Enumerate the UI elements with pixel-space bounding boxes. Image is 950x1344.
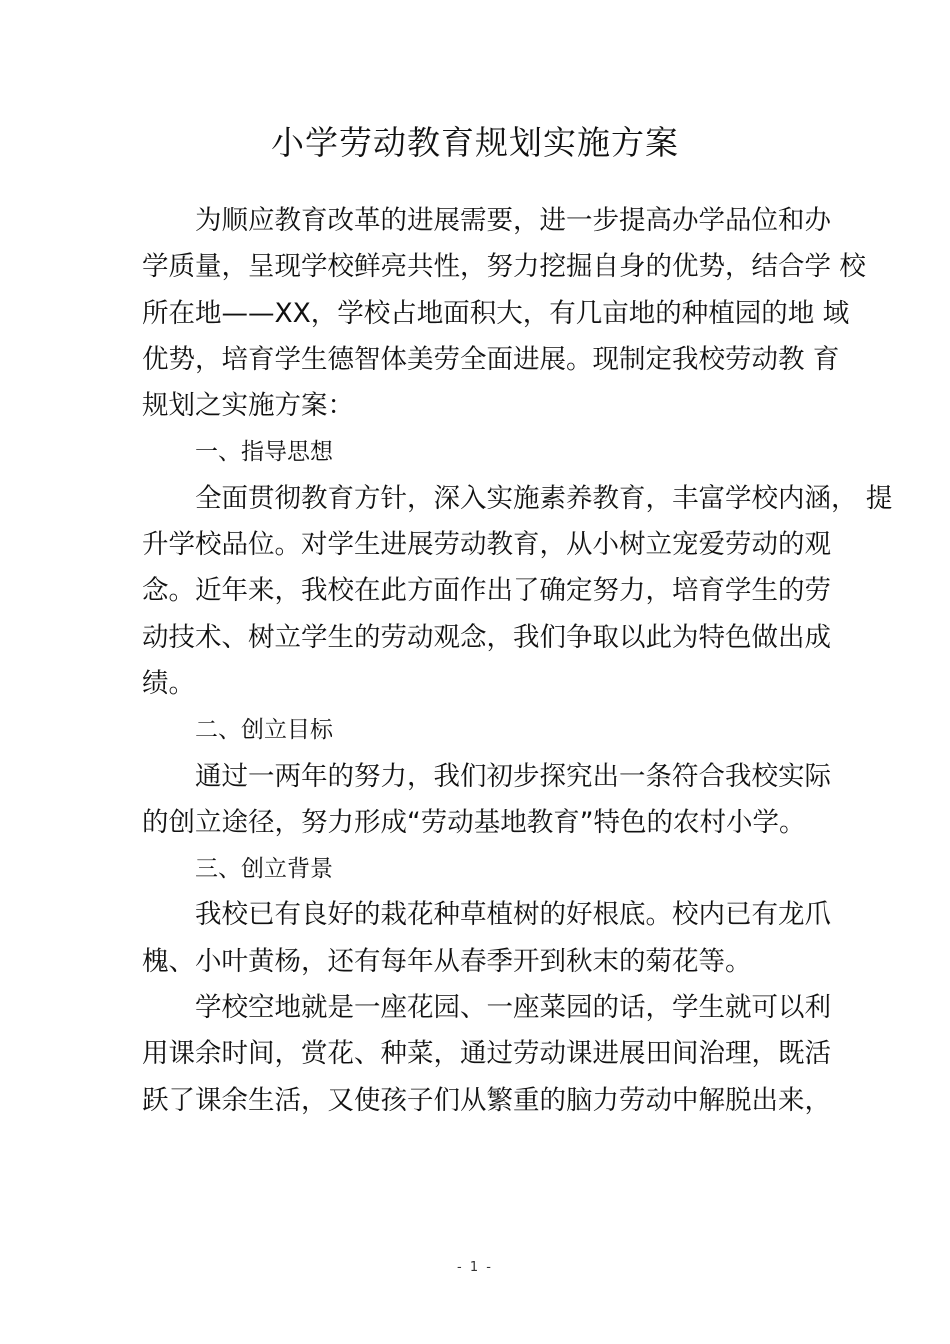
paragraph-line: 的创立途径，努力形成“劳动基地教育”特色的农村小学。 <box>142 806 806 838</box>
paragraph-line: 跃了课余生活，又使孩子们从繁重的脑力劳动中解脱出来， <box>142 1084 831 1116</box>
paragraph-line: 我校已有良好的栽花种草植树的好根底。校内已有龙爪 <box>195 899 831 931</box>
paragraph-line: 规划之实施方案： <box>142 390 354 422</box>
paragraph-line: 学质量，呈现学校鲜亮共性，努力挖掘自身的优势，结合学 校 <box>142 251 866 283</box>
paragraph-line: 动技术、树立学生的劳动观念，我们争取以此为特色做出成 <box>142 621 831 653</box>
document-body <box>142 198 893 1124</box>
paragraph-line: 优势，培育学生德智体美劳全面进展。现制定我校劳动教 育 <box>142 343 840 375</box>
document-title: 小学劳动教育规划实施方案 <box>271 123 679 162</box>
section-heading: 一、指导思想 <box>195 439 333 466</box>
paragraph-line: 全面贯彻教育方针，深入实施素养教育，丰富学校内涵， 提 <box>195 482 893 514</box>
section-heading: 三、创立背景 <box>195 856 333 883</box>
paragraph-line: 用课余时间，赏花、种菜，通过劳动课进展田间治理，既活 <box>142 1038 831 1070</box>
paragraph-line: 通过一两年的努力，我们初步探究出一条符合我校实际 <box>195 760 831 792</box>
paragraph-line: 所在地——XX，学校占地面积大，有几亩地的种植园的地 域 <box>142 297 850 329</box>
paragraph-line: 为顺应教育改革的进展需要，进一步提高办学品位和办 <box>195 205 831 236</box>
paragraph-line: 绩。 <box>142 667 195 699</box>
section-heading: 二、创立目标 <box>195 717 333 744</box>
page-number: - 1 - <box>457 1260 493 1275</box>
paragraph-line: 学校空地就是一座花园、一座菜园的话，学生就可以利 <box>195 992 831 1024</box>
paragraph-line: 槐、小叶黄杨，还有每年从春季开到秋末的菊花等。 <box>142 945 752 977</box>
paragraph-line: 升学校品位。对学生进展劳动教育，从小树立宠爱劳动的观 <box>142 529 831 561</box>
paragraph-line: 念。近年来，我校在此方面作出了确定努力，培育学生的劳 <box>142 575 831 607</box>
